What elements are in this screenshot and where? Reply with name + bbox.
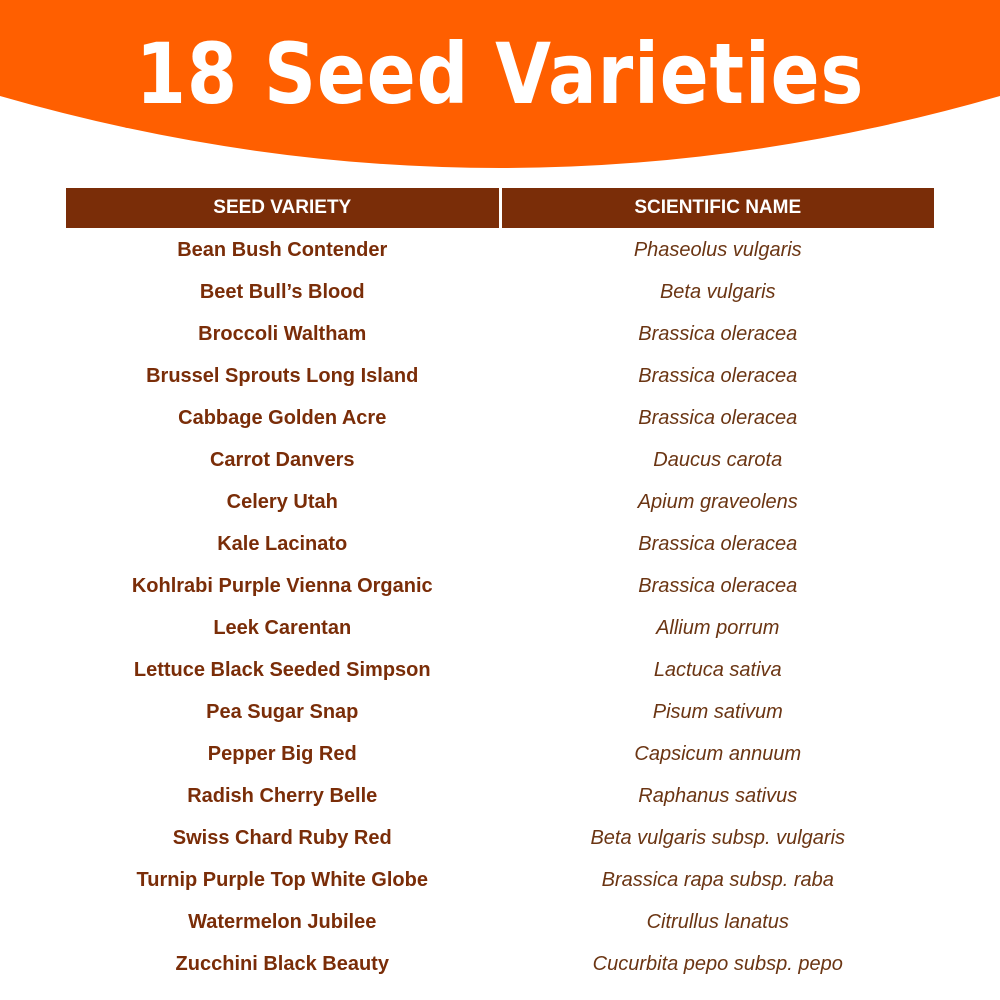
seed-variety-cell: Bean Bush Contender bbox=[177, 239, 388, 261]
seed-table bbox=[66, 188, 934, 985]
scientific-name-cell: Beta vulgaris bbox=[659, 281, 776, 303]
table-row bbox=[66, 565, 934, 607]
table-row bbox=[66, 313, 934, 355]
page-title: 18 Seed Varieties bbox=[135, 25, 865, 123]
scientific-name-cell: Brassica oleracea bbox=[638, 407, 798, 429]
seed-variety-cell: Swiss Chard Ruby Red bbox=[172, 827, 392, 849]
table-header bbox=[66, 188, 934, 228]
seed-variety-cell: Cabbage Golden Acre bbox=[178, 407, 387, 429]
table-row bbox=[66, 607, 934, 649]
table-row bbox=[66, 439, 934, 481]
table-row bbox=[66, 397, 934, 439]
seed-variety-cell: Beet Bull’s Blood bbox=[199, 281, 365, 303]
table-row bbox=[66, 733, 934, 775]
column-header-scientific-name: SCIENTIFIC NAME bbox=[499, 188, 935, 228]
table-row bbox=[66, 481, 934, 523]
seed-variety-cell: Brussel Sprouts Long Island bbox=[146, 365, 419, 387]
scientific-name-cell: Lactuca sativa bbox=[653, 659, 782, 681]
scientific-name-cell: Citrullus lanatus bbox=[646, 911, 789, 933]
table-row bbox=[66, 649, 934, 691]
scientific-name-cell: Allium porrum bbox=[656, 617, 780, 639]
table-row bbox=[66, 775, 934, 817]
table-row bbox=[66, 355, 934, 397]
scientific-name-cell: Apium graveolens bbox=[637, 491, 798, 513]
seed-variety-cell: Lettuce Black Seeded Simpson bbox=[133, 659, 431, 681]
seed-variety-cell: Turnip Purple Top White Globe bbox=[136, 869, 428, 891]
seed-variety-cell: Broccoli Waltham bbox=[198, 323, 367, 345]
table-row bbox=[66, 943, 934, 985]
table-row bbox=[66, 901, 934, 943]
scientific-name-cell: Cucurbita pepo subsp. pepo bbox=[592, 953, 843, 975]
scientific-name-cell: Brassica oleracea bbox=[638, 575, 798, 597]
scientific-name-cell: Capsicum annuum bbox=[634, 743, 802, 765]
seed-variety-cell: Kale Lacinato bbox=[217, 533, 348, 555]
table-row bbox=[66, 817, 934, 859]
scientific-name-cell: Beta vulgaris subsp. vulgaris bbox=[590, 827, 846, 849]
seed-variety-cell: Celery Utah bbox=[226, 491, 338, 513]
scientific-name-cell: Raphanus sativus bbox=[638, 785, 798, 807]
scientific-name-cell: Pisum sativum bbox=[652, 701, 783, 723]
seed-variety-cell: Leek Carentan bbox=[213, 617, 352, 639]
seed-variety-cell: Watermelon Jubilee bbox=[188, 911, 377, 933]
table-body bbox=[66, 229, 934, 985]
seed-variety-cell: Pepper Big Red bbox=[207, 743, 357, 765]
table-row bbox=[66, 691, 934, 733]
seed-variety-cell: Kohlrabi Purple Vienna Organic bbox=[131, 575, 433, 597]
seed-variety-cell: Zucchini Black Beauty bbox=[175, 953, 389, 975]
table-row bbox=[66, 859, 934, 901]
seed-variety-cell: Radish Cherry Belle bbox=[187, 785, 378, 807]
scientific-name-cell: Brassica oleracea bbox=[638, 365, 798, 387]
table-row bbox=[66, 271, 934, 313]
table-row bbox=[66, 229, 934, 271]
scientific-name-cell: Brassica rapa subsp. raba bbox=[601, 869, 834, 891]
scientific-name-cell: Brassica oleracea bbox=[638, 533, 798, 555]
column-header-seed-variety: SEED VARIETY bbox=[66, 188, 499, 228]
scientific-name-cell: Brassica oleracea bbox=[638, 323, 798, 345]
scientific-name-cell: Phaseolus vulgaris bbox=[633, 239, 802, 261]
seed-variety-cell: Pea Sugar Snap bbox=[206, 701, 359, 723]
seed-variety-cell: Carrot Danvers bbox=[209, 449, 355, 471]
scientific-name-cell: Daucus carota bbox=[653, 449, 783, 471]
table-row bbox=[66, 523, 934, 565]
